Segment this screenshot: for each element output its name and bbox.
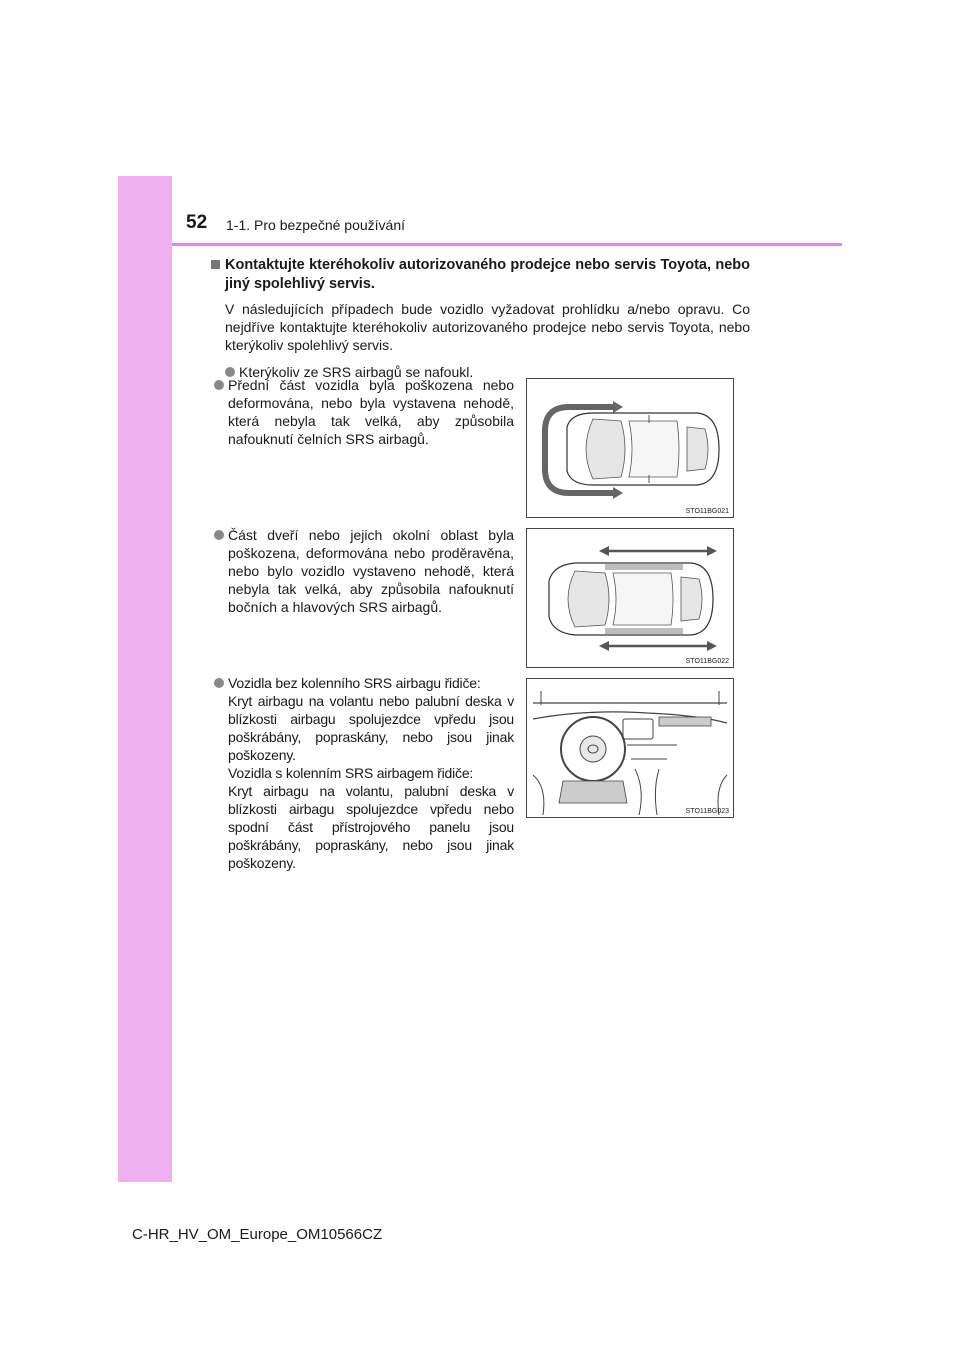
dashboard-airbag-illustration	[527, 679, 733, 817]
figure-code: STO11BG022	[685, 658, 729, 665]
figure-code: STO11BG023	[685, 808, 729, 815]
section-title: 1-1. Pro bezpečné používání	[226, 217, 406, 233]
figure-side-damage	[526, 528, 734, 668]
bullet-icon	[214, 678, 224, 688]
chapter-tab	[118, 176, 172, 1182]
figure-code: STO11BG021	[685, 508, 729, 515]
list-item	[221, 376, 514, 448]
list-item-line: Kryt airbagu na volantu nebo palubní deska v blízkosti airbagu spolujezdce vpředu jsou poškrábány, popraskány, nebo jsou jinak poškozeny.	[228, 693, 514, 763]
section-heading-text: Kontaktujte kteréhokoliv autorizovaného prodejce nebo servis Toyota, nebo jiný spolehlivý servis.	[225, 257, 750, 292]
figure-dashboard	[526, 678, 734, 818]
list-item-text: Kterýkoliv ze SRS airbagů se nafoukl.	[239, 364, 474, 380]
square-bullet-icon	[211, 260, 220, 269]
list-item-text: Část dveří nebo jejich okolní oblast byla poškozena, deformována nebo proděravěna, nebo bylo vozidlo vystaveno nehodě, která nebyla tak velká, aby způsobila nafouknutí bočních a hlavových SRS airbagů.	[228, 527, 514, 615]
list-item-line: Vozidla bez kolenního SRS airbagu řidiče:	[228, 675, 481, 691]
list-item-text: Přední část vozidla byla poškozena nebo deformována, nebo byla vystavena nehodě, která nebyla tak velká, aby způsobila nafouknutí čelních SRS airbagů.	[228, 377, 514, 447]
section-heading	[210, 256, 750, 294]
list-item-text	[228, 674, 514, 872]
list-item-line: Kryt airbagu na volantu, palubní deska v blízkosti airbagu spolujezdce vpředu nebo spodní část přístrojového panelu jsou poškrábány, popraskány, nebo jsou jinak poškozeny.	[228, 783, 514, 871]
intro-paragraph: V následujících případech bude vozidlo vyžadovat prohlídku a/nebo opravu. Co nejdříve kontaktujte kteréhokoliv autorizovaného prodejce nebo servis Toyota, nebo kterýkoliv spolehlivý servis.	[225, 301, 750, 353]
list-item	[221, 526, 514, 616]
car-top-view-front-illustration	[527, 379, 733, 517]
bullet-icon	[214, 380, 224, 390]
content	[210, 256, 750, 381]
car-side-damage-illustration	[527, 529, 733, 667]
figure-front-damage	[526, 378, 734, 518]
list-item-line: Vozidla s kolenním SRS airbagem řidiče:	[228, 765, 474, 781]
bullet-icon	[214, 530, 224, 540]
page-number: 52	[186, 212, 208, 233]
list-item	[221, 674, 514, 872]
header-rule	[172, 243, 842, 246]
document-footer: C-HR_HV_OM_Europe_OM10566CZ	[132, 1226, 383, 1243]
